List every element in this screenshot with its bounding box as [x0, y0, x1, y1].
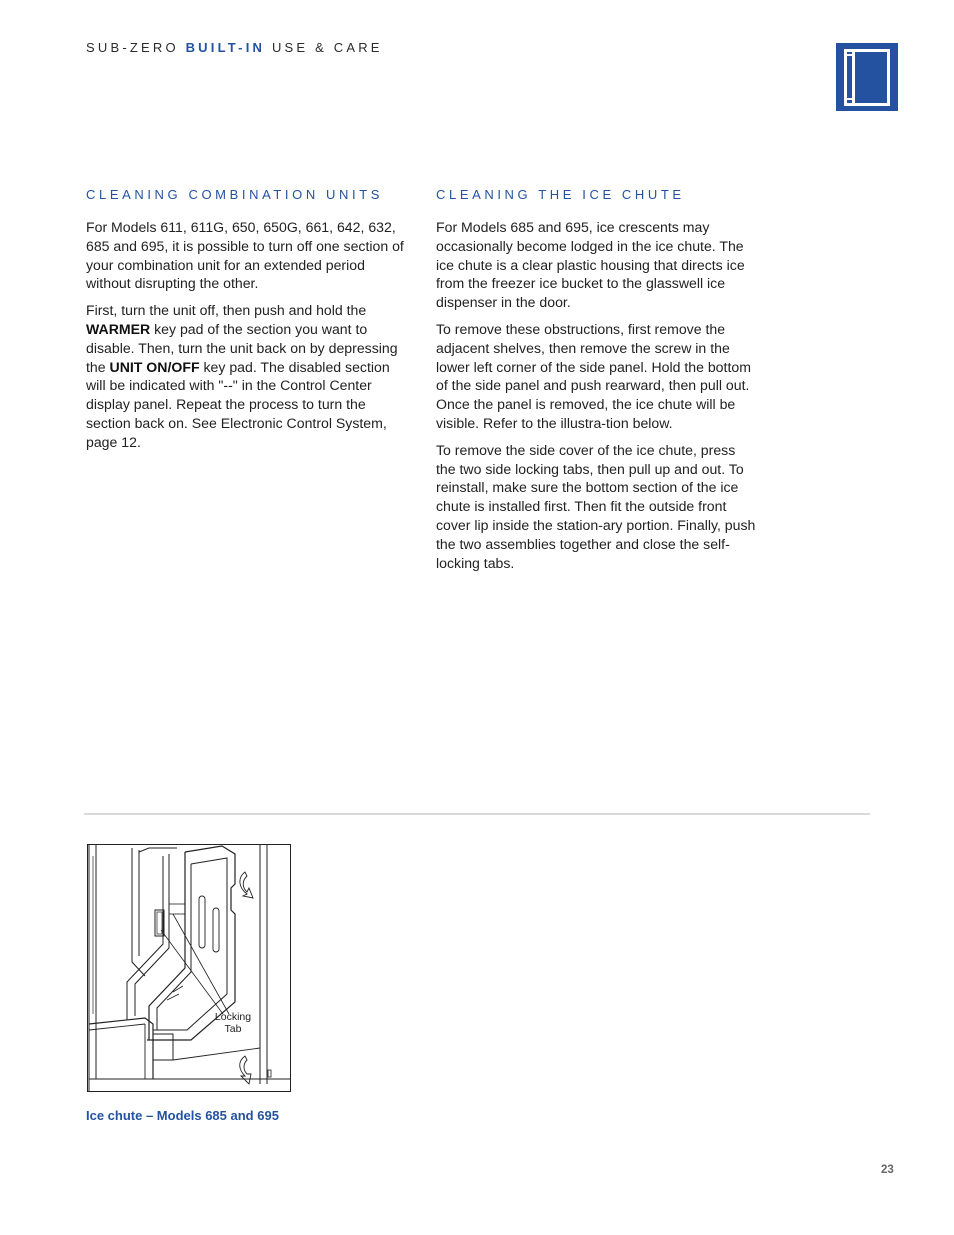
running-header	[86, 40, 383, 55]
unit-onoff-keypad-term: UNIT ON/OFF	[109, 358, 200, 375]
right-column	[436, 186, 758, 580]
section-heading-ice-chute: CLEANING THE ICE CHUTE	[436, 187, 685, 202]
header-brand: SUB-ZERO	[86, 40, 179, 55]
page-number: 23	[881, 1164, 894, 1176]
section-heading-combination: CLEANING COMBINATION UNITS	[86, 187, 384, 202]
paragraph: First, turn the unit off, then push and hold the WARMER key pad of the section you want to disable. Then, turn the unit back on by depressing the UNIT ON/OFF key pad. The disabled section will be indicated with "--" in the Control Center display panel. Repeat the process to turn the section back on. See Electronic Control System, page 12.	[86, 302, 398, 450]
locking-tab-label-line1: Locking	[214, 1011, 252, 1023]
paragraph: For Models 685 and 695, ice crescents may occasionally become lodged in the ice chute. The ice chute is a clear plastic housing that directs ice from the freezer ice bucket to the glasswell ice dispenser in the door.	[436, 219, 745, 311]
locking-tab-label-line2: Tab	[224, 1023, 242, 1035]
paragraph: To remove these obstructions, first remove the adjacent shelves, then remove the screw in the lower left corner of the side panel. Hold the bottom of the side panel and push rearward, then pull out. Once the panel is removed, the ice chute will be visible. Refer to the illustra-tion below.	[436, 320, 751, 431]
divider	[84, 813, 870, 815]
left-column	[86, 186, 408, 460]
paragraph: To remove the side cover of the ice chute, press the two side locking tabs, then pull up and out. To reinstall, make sure the bottom section of the ice chute is installed first. Then fit the outside front cover lip inside the station-ary portion. Finally, push the two assemblies together and close the self-locking tabs.	[436, 441, 756, 571]
paragraph: For Models 611, 611G, 650, 650G, 661, 642, 632, 685 and 695, it is possible to turn off one section of your combination unit for an extended period without disrupting the other.	[86, 219, 404, 292]
figure-caption: Ice chute – Models 685 and 695	[86, 1108, 279, 1123]
header-bold: BUILT-IN	[185, 40, 266, 55]
warmer-keypad-term: WARMER	[86, 320, 151, 337]
refrigerator-logo-icon	[836, 43, 898, 111]
ice-chute-illustration	[87, 844, 291, 1092]
header-rest: USE & CARE	[271, 40, 383, 55]
